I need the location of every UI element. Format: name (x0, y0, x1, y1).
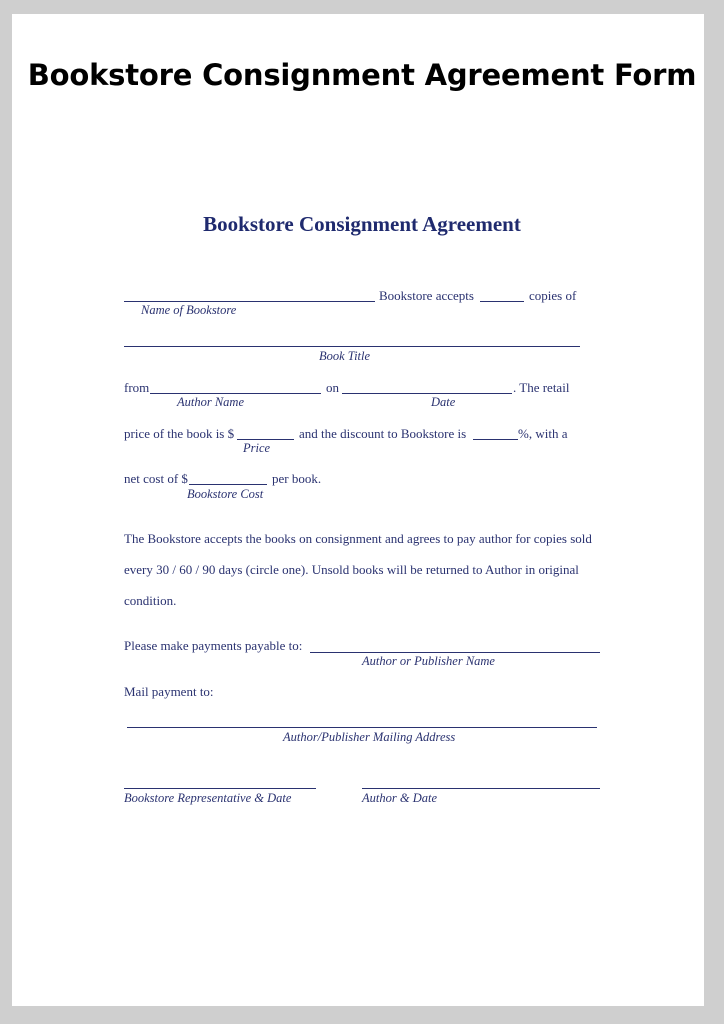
price-prefix-text: price of the book is $ (124, 426, 235, 441)
mailing-address-caption: Author/Publisher Mailing Address (283, 730, 456, 744)
on-text: on (326, 380, 339, 395)
retail-text: . The retail (513, 380, 570, 395)
date-line[interactable] (342, 393, 512, 394)
author-name-line[interactable] (150, 393, 321, 394)
mailing-address-line[interactable] (127, 727, 597, 728)
copies-of-text: copies of (529, 288, 577, 303)
paragraph-line-1: The Bookstore accepts the books on consignment and agrees to pay author for copies sold (124, 531, 592, 546)
per-book-text: per book. (272, 471, 322, 486)
document-title: Bookstore Consignment Agreement (203, 212, 521, 236)
book-title-caption: Book Title (319, 349, 371, 363)
price-caption: Price (243, 441, 271, 455)
bookstore-name-caption: Name of Bookstore (141, 303, 237, 317)
bookstore-accepts-text: Bookstore accepts (379, 288, 474, 303)
bookstore-signature-line[interactable] (124, 788, 316, 789)
banner-title: Bookstore Consignment Agreement Form (27, 58, 697, 92)
date-caption: Date (431, 395, 456, 409)
bookstore-name-line[interactable] (124, 301, 375, 302)
discount-line[interactable] (473, 439, 518, 440)
mail-label: Mail payment to: (124, 684, 214, 699)
book-title-line[interactable] (124, 346, 580, 347)
from-text: from (124, 380, 150, 395)
net-cost-text: net cost of $ (124, 471, 188, 486)
author-signature-line[interactable] (362, 788, 600, 789)
copies-count-line[interactable] (480, 301, 524, 302)
paragraph-line-2: every 30 / 60 / 90 days (circle one). Unsold books will be returned to Author in original (124, 562, 579, 577)
payee-name-line[interactable] (310, 652, 600, 653)
discount-text: and the discount to Bookstore is (299, 426, 467, 441)
payments-label: Please make payments payable to: (124, 638, 303, 653)
form-sheet (12, 14, 704, 1006)
percent-text: %, with a (518, 426, 568, 441)
author-signature-caption: Author & Date (362, 791, 437, 805)
payee-name-caption: Author or Publisher Name (362, 654, 495, 668)
bookstore-signature-caption: Bookstore Representative & Date (124, 791, 292, 805)
price-line[interactable] (237, 439, 294, 440)
bookstore-cost-caption: Bookstore Cost (187, 487, 264, 501)
bookstore-cost-line[interactable] (189, 484, 267, 485)
author-name-caption: Author Name (177, 395, 245, 409)
paragraph-line-3: condition. (124, 593, 177, 608)
